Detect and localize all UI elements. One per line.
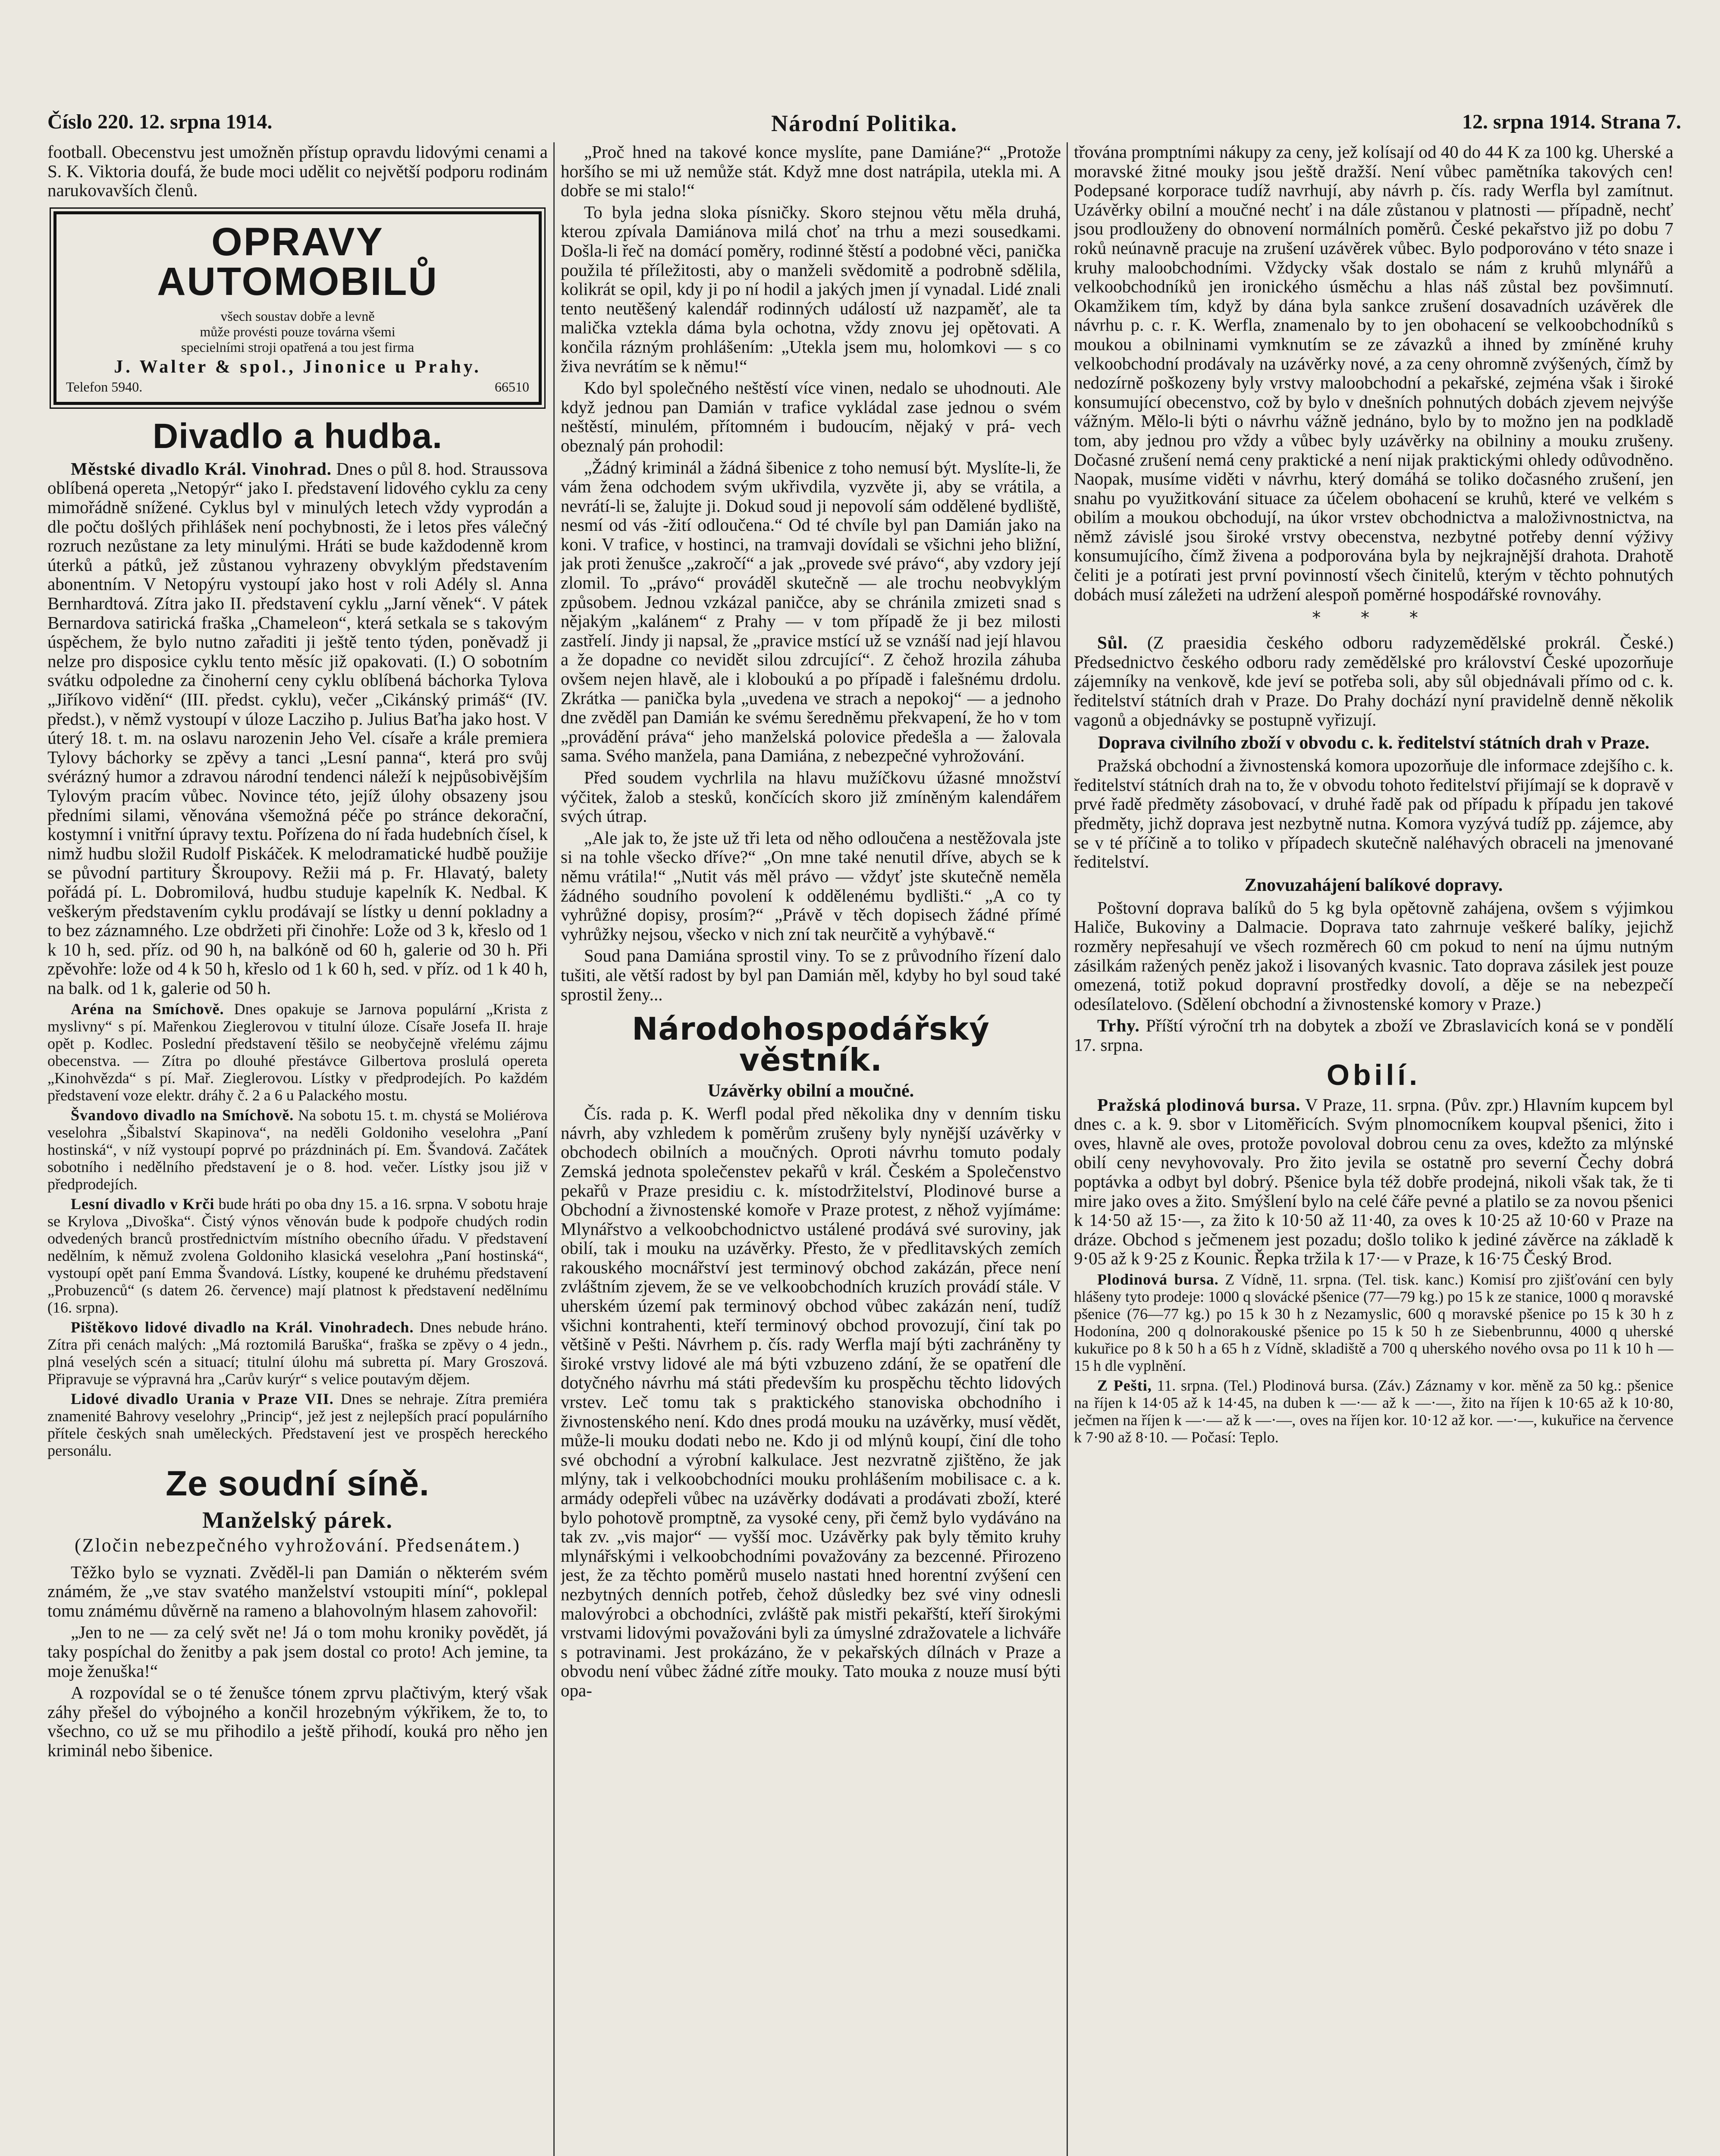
article-paragraph: „Ale jak to, že jste už tři leta od něho odloučena a nestěžovala jste si na tohle všecko dříve?“ „On mne také nenutil dříve, abych se k němu vrátila!“ „Nutit vás měl právo — vždyť jste skutečně neměla žádného soudního povolení k oddělenému bydlišti.“ „A co ty vyhrůžné dopisy, prosím?“ „Právě v těch dopisech žádné přímé vyhrůžky nejsou, všecko v nich zní tak neurčitě a vyhýbavě.“: [561, 827, 1061, 944]
article-paragraph: [1074, 633, 1673, 729]
paragraph-body: 11. srpna. (Tel.) Plodinová bursa. (Záv.) Záznamy v kor. měně za 50 kg.: pšenice na říjen k 14·05 až k 14·45, na duben k —·— až k —·—, žito na říjen k 10·65 až k 10·80, ječmen na říjen k —·— až k —·—, oves na říjen kor. 10·12 až kor. —·—, kukuřice na července k 7·90 až 8·10. — Počasí: Teplo.: [1074, 1376, 1673, 1446]
article-paragraph: „Žádný kriminál a žádná šibenice z toho nemusí být. Myslíte-li, že vám žena odchodem svým ukřivdila, vyzvěte ji, aby se vrátila, a nevrátí-li se, žalujte ji. Dokud soud ji nepovolí sám oddělené bydliště, nesmí od vás -žití odloučena.“ Od té chvíle byl pan Damián jako na koni. V trafice, v hostinci, na tramvaji dovídali se všichni jeho bližní, jak proti ženušce „zakročí“ a jak „provede své právo“, aby vzdory její zlomil. To „právo“ prováděl skutečně — ale trochu neobvyklým způsobem. Jednou vzkázal paničce, aby se chránila zmizeti snad s nějakým „kalánem“ z Prahy — v tom případě že ji bez milosti zastřelí. Jindy ji napsal, že „pravice mstící už se vznáší nad její hlavou a že dopadne co nevidět silou zdrcující“. Z čehož hrozila záhuba ovšem nejen hlavě, ale i kloboukú a po případě i falešnému drdolu. Zkrátka — panička byla „uvedena ve strach a nepokoj“ — a jednoho dne zvěděl pan Damián ke svému šeredněmu překvapení, že ho v tom „provádění práva“ jeho manželská polovice předešla a — žalovala sama. Svého manžela, pana Damiána, z nebezpečné vyhrožování.: [561, 457, 1061, 766]
column-3: [1074, 142, 1673, 2156]
article-title: Manželský párek.: [202, 1507, 393, 1533]
advertisement: [53, 211, 542, 405]
paragraph-lead: Z Pešti,: [1097, 1376, 1152, 1394]
ad-line: všech soustav dobře a levně: [220, 308, 375, 324]
article-paragraph: [47, 459, 548, 998]
article-paragraph: Soud pana Damiána sprostil viny. To se z průvodního řízení dalo tušiti, ale větší radost by byl pan Damián měl, kdyby ho byl soud také sprostil ženy...: [561, 946, 1061, 1004]
article-title: Doprava civilního zboží v obvodu c. k. ředitelství státních drah v Praze.: [1098, 733, 1650, 753]
paragraph-body: Z Vídně, 11. srpna. (Tel. tisk. kanc.) Komisí pro zjišťování cen byly hlášeny tyto prodeje: 1000 q slovácké pšenice (77—79 kg.) po 15 k ze stanice, 1000 q moravské pšenice (76—77 kg.) po 15 k 30 h z Nezamyslic, 600 q moravské pšenice po 15 k 30 h z Hodonína, 200 q dolnorakouské pšenice po 15 k 50 h ze Siebenbrunnu, 4000 q uherské kukuřice po 8 k 50 h a 65 h z Vídně, skladiště a 700 q uherského nového ovsa po 11 k 10 h — 15 h dle vyplnění.: [1074, 1270, 1673, 1374]
paragraph-body: bude hráti po oba dny 15. a 16. srpna. V sobotu hraje se Krylova „Divoška“. Čistý výnos věnován bude k podpoře chudých rodin odvedených branců prostřednictvím místního obecního úřadu. V představení nedělním, k němuž zvolena Goldoniho klasická veselohra „Paní hostinská“, vystoupí opět paní Emma Švandová. Lístky, koupené ke druhému představení „Probuzenců“ (s datem 26. července) mají platnost k představení nedělnímu (16. srpna).: [47, 1195, 548, 1316]
paragraph-body: Dnes opakuje se Jarnova populární „Krista z myslivny“ s pí. Mařenkou Zieglerovou v titulní úloze. Císaře Josefa II. hraje opět p. Kodlec. Poslední představení těšilo se neobyčejně vřelému zájmu obecenstva. — Zítra po dlouhé přestávce Gilbertova proslulá opereta „Kinohvězda“ s pí. Mař. Zieglerovou. Lístky v předprodejích. Po každém představení voze elektr. dráhy č. 2 a 6 u Palackého mostu.: [47, 1000, 548, 1104]
paragraph-lead: Městské divadlo Král. Vinohrad.: [71, 458, 332, 479]
paragraph-body: Dnes se nehraje. Zítra premiéra znamenité Bahrovy veselohry „Princip“, jež jest z nejlepších prací populárního přítele českých snah uměleckých. Představení jest ve prospěch hereckého personálu.: [47, 1390, 548, 1459]
paragraph-body: (Z praesidia českého odboru radyzemědělské prokrál. České.) Předsednictvo českého odboru rady zemědělské pro království České upozorňuje zájemníky na venkově, kde jeví se potřeba soli, aby sůl objednávali přímo od c. k. ředitelství státních drah v Praze. Do Prahy dochází nyní pravidelně denně několik vagonů a objednávky se postupně vyřizují.: [1074, 633, 1673, 730]
page-number: 12. srpna 1914. Strana 7.: [1462, 110, 1681, 133]
paragraph-lead: Plodinová bursa.: [1097, 1270, 1219, 1288]
article-paragraph: [47, 1390, 548, 1459]
article-paragraph: třována promptními nákupy za ceny, jež kolísají od 40 do 44 K za 100 kg. Uherské a moravské žitné mouky jsou ještě dražší. Není vůbec pamětníka takových cen! Podepsané korporace tudíž navrhují, aby návrh p. čís. rady Werfla byl zamítnut. Uzávěrky obilní a moučné nechť i na dále zůstanou v platnosti — případně, nechť jsou prodlouženy do obnovení normálních poměrů. České pekařstvo již po dobu 7 roků neúnavně pracuje na zrušení uzávěrek vůbec. Bylo podporováno v této snaze i kruhy maloobchodními. Vždycky však dostalo se nám z kruhů mlynářů a velkoobchodníků jen ironického úsměchu a hlas náš zůstal bez povšimnutí. Okamžikem tím, když by dána byla sankce zrušení dosavadních uzávěrek dle návrhu p. c. r. K. Werfla, znamenalo by to jen obohacení se velkoobchodníků s moukou a obilninami vymknutím se ze závazků a ihned by zmíněné kruhy velkoobchodní prodávaly na uzávěrky nové, a za ceny ohromně zvýšených, čímž by nedozírně poškozeny byly vrstvy maloobchodní a pekařské, zejména však i široké konsumující obecenstvo, což by bylo v dnešních pohnutých dobách zjevem nejvýše vážným. Mělo-li býti o návrhu vážně jednáno, bylo by to možno jen na podkladě tom, aby jednou pro vždy a vůbec byly uzávěrky na obilniny a mouku zrušeny. Dočasné zrušení nemá ceny praktické a není nijak praktickými ohledy odůvodněno. Naopak, musíme viděti v návrhu, který domáhá se toliko dočasného zrušení, jen snahu po využitkování situace za účelem obohacení se kruhů, které ve velkém s obilím a moukou obchodují, na úkor vrstev obchodnictva a maloživnostnictva, na němž závislé jsou široké vrstvy obecenstva, nezbytné potřeby denní výživy konsumujícího, čímž živena a podporována byla by nejkrajnější drahota. Drahotě čeliti je a potírati jest první povinností všech činitelů, kterým v těchto pohnutých dobách musí záležeti na udržení alespoň poměrné hospodářské rovnováhy.: [1074, 142, 1673, 604]
paragraph-lead: Švandovo divadlo na Smíchově.: [71, 1106, 294, 1124]
issue-number: Číslo 220. 12. srpna 1914.: [47, 110, 273, 133]
paragraph-body: Dnes o půl 8. hod. Straussova oblíbená opereta „Netopýr“ jako I. představení lidového cyklu za ceny mimořádně snížené. Cyklus byl v minulých letech vždy vyprodán a dle počtu došlých přihlášek není pochybnosti, že i letos přes válečný rozruch nezůstane za lety minulými. Hráti se bude každodenně krom úterků a pátků, jež zůstanou vyhrazeny obvyklým představením abonentním. V Netopýru vystoupí jako host v roli Adély sl. Anna Bernhardtová. Zítra jako II. představení cyklu „Jarní věnek“. V pátek Bernardova satirická fraška „Chameleon“, která setkala se s takovým úspěchem, že bylo nutno zařaditi ji ještě tento týden, poněvadž ji nelze pro disposice cyklu tento měsíc již opakovati. (I.) O sobotním svátku odpoledne za činoherní ceny cyklu oblíbená báchorka Tylova „Jiříkovo vidění“ (III. předst. cyklu), večer „Cikánský primáš“ (IV. předst.), v němž vystoupí v úloze Lacziho p. Julius Baťha jako host. V úterý 18. t. m. na oslavu narozenin Jeho Vel. císaře a krále premiera Tylovy báchorky se zpěvy a tanci „Lesní panna“, která pro svůj svérázný humor a zdravou národní tendenci náleží k nejpůsobivějším Tylovým pracím vůbec. Novince této, jejíž úlohy obsazeny jsou předními silami, věnována všemožná péče po stránce dekorační, kostymní i vnitřní úpravy textu. Pořízena do ní řada hudebních čísel, k nimž hudbu složil Rudolf Piskáček. K melodramatické hudbě použije se původní partitury Škroupovy. Režii má p. Fr. Hlavatý, balety pořádá pí. L. Dobromilová, hudbu studuje kapelník K. Nedbal. K veškerým představením cyklu prodávají se lístky u denní pokladny a to bez záznamného. Lze obdržeti při činohře: Lože od 3 k, křeslo od 1 k 10 h, sed. příz. od 90 h, na balkóně od 60 h, galerie od 30 h. Při zpěvohře: lože od 4 k 50 h, křeslo od 1 k 60 h, sed. v příz. od 1 k 40 h, na balk. od 1 k, galerie od 50 h.: [47, 458, 548, 998]
article-paragraph: „Jen to ne — za celý svět ne! Já o tom mohu kroniky povědět, já taky pospíchal do ženitby a pak jsem dostal co proto! Ach jemine, ta moje ženuška!“: [47, 1622, 548, 1681]
column-1: [47, 142, 548, 2156]
paragraph-lead: Lesní divadlo v Krči: [71, 1195, 215, 1213]
ad-phone: Telefon 5940.: [66, 379, 143, 395]
paragraph-lead: Aréna na Smíchově.: [71, 1000, 224, 1018]
paragraph-body: V Praze, 11. srpna. (Pův. zpr.) Hlavním kupcem byl dnes c. a k. 9. sbor v Litoměřicích. Svým plnomocníkem koupval pšenici, žito i oves, hlavně ale oves, protože povoloval dobrou cenu za oves, kdežto za mlýnské obilí ceny nevyhovovaly. Pro žito jevila se ostatně pro severní Čechy dobrá poptávka a odbyt byl dobrý. Pšenice byla též dobře prodejná, nikoli však tak, že ti mire jako oves a žito. Smýšlení bylo na celé čáře pevné a platilo se za novou pšenici k 14·50 až 15·—, za žito k 10·50 až 11·40, za oves k 10·25 až 10·60 v Praze na dráze. Obchod s ječmenem jest pozadu; došlo toliko k jediné závěrce na základě k 9·05 až k 9·25 z Kounic. Řepka tržila k 17·— v Praze, k 16·75 Český Brod.: [1074, 1094, 1673, 1269]
article-paragraph: [1074, 1271, 1673, 1374]
paragraph-lead: Trhy.: [1097, 1015, 1140, 1036]
ad-firm: J. Walter & spol., Jinonice u Prahy.: [114, 357, 481, 377]
article-paragraph: [47, 1106, 548, 1193]
paragraph-lead: Lidové divadlo Urania v Praze VII.: [71, 1390, 334, 1407]
section-title: Národohospodářský věstník.: [632, 1011, 990, 1078]
ad-footer: [66, 379, 529, 395]
column-divider: [553, 142, 555, 2156]
paragraph-body: Dnes nebude hráno. Zítra při cenách malých: „Má roztomilá Baruška“, fraška se zpěvy o 4 jedn., plná veselých scén a situací; titulní úlohu má subretta pí. Mary Groszová. Připravuje se výpravná hra „Carův kurýr“ s velice poutavým dějem.: [47, 1318, 548, 1388]
ad-line: může provésti pouze továrna všemi: [200, 323, 395, 339]
article-paragraph: „Proč hned na takové konce myslíte, pane Damiáne?“ „Protože horšího se mi už nemůže stát. Když mne dost natrápila, utekla mi. A dobře se mi stalo!“: [561, 142, 1061, 201]
paragraph-body: Příští výroční trh na dobytek a zboží ve Zbraslavicích koná se v pondělí 17. srpna.: [1074, 1015, 1673, 1055]
article-paragraph: [1074, 1095, 1673, 1268]
football-note: football. Obecenstvu jest umožněn přístup opravdu lidovými cenami a S. K. Viktoria doufá, že bude moci udělit co největší podporu rodinám narukovavších členů.: [47, 142, 548, 201]
article-paragraph: Čís. rada p. K. Werfl podal před několika dny v denním tisku návrh, aby vzhledem k poměrům zrušeny byly nynější uzávěrky v obchodech obilních a moučných. Oproti návrhu tomuto podaly Zemská jednota společenstev pekařů v král. Českém a Společenstvo pekařů v Praze presidiu c. k. místodržitelství, Plodinové burse a Obchodní a živnostenské komoře v Praze protest, z něhož vyjímáme: Mlynářstvo a velkoobchodnictvo ustálené prodává své suroviny, jak obilí, tak i mouku na uzávěrky. Přesto, že v předlitavských zemích rakouského mocnářství jest terminový obchod zakázán, přece není zvláštním zjevem, že se ve velkoobchodních kruzích provádí stále. V uherském území pak terminový obchod vůbec zakázán není, tudíž všichni kontrahenti, kteří terminový obchod provozují, činí tak po většině v Pešti. Návrhem p. čís. rady Werfla mají býti zachráněny ty široké vrstvy lidové ale má býti vzbuzeno zdání, že se opatření dle dotyčného návrhu má státi především ku prospěchu těchto lidových vrstev. Leč tomu tak s praktického stanoviska obchodního i živnostenského není. Kdo dnes prodá mouku na uzávěrky, musí vědět, může-li mouku dodati nebo ne. Kdo ji od mlýnů koupí, činí dle toho své obchodní a výrobní kalkulace. Jest nezvratně zjištěno, že jak mlýny, tak i velkoobchodníci mouku prohlášením mobilisace c. a k. armády odepřeli vůbec na uzávěrky dodávati a prodávati zboží, které bylo pohotově promptně, za vysoké ceny, při čemž bylo vydáváno na tak zv. „vis major“ — vyšší moc. Uzávěrky pak byly těmito kruhy mlynářskými i velkoobchodními považovány za bezcenné. Přirozeno jest, že za těchto poměrů muselo nastati hned horentní zvýšení cen nezbytných denních potřeb, čehož důsledky bez své viny odnesli malovýrobci a obchodníci, zvláště pak mistři pekařští, kteří širokými vrstvami lidovými považováni byli za úmyslné zdražovatele a lichváře s potravinami. Jest prokázáno, že v pekařských dílnách v Praze a obvodu není vůbec žádné zítře mouky. Tato mouka z nouze musí býti opa-: [561, 1103, 1061, 1700]
ad-line: specielními stroji opatřená a tou jest firma: [181, 339, 414, 355]
paragraph-lead: Sůl.: [1097, 633, 1128, 653]
article-paragraph: [47, 1000, 548, 1104]
masthead: [47, 110, 1681, 137]
article-title: Uzávěrky obilní a moučné.: [707, 1081, 914, 1101]
paragraph-lead: Pištěkovo lidové divadlo na Král. Vinohradech.: [71, 1318, 414, 1336]
paragraph-lead: Pražská plodinová bursa.: [1097, 1094, 1301, 1115]
article-paragraph: Kdo byl společného neštěstí více vinen, nedalo se uhodnouti. Ale když jednou pan Damián v trafice vykládal zase jednou o svém neštěstí, minulém, přítomném i budoucím, nějaký v prá- vech obeznalý pán prohodil:: [561, 378, 1061, 455]
section-title: Obilí.: [1327, 1058, 1421, 1091]
paragraph-body: Na sobotu 15. t. m. chystá se Moliérova veselohra „Šibalství Skapinova“, na neděli Goldoniho veselohra „Paní hostinská“, v níž vystoupí poprvé po prázdninách pí. Em. Švandová. Začátek sobotního i nedělního představení je o 8. hod. večer. Lístky jsou již v předprodejích.: [47, 1106, 548, 1193]
article-paragraph: A rozpovídal se o té ženušce tónem zprvu plačtivým, který však záhy přešel do výbojného a končil hrozebným výkřikem, že to, to všechno, co už se mu přihodilo a ještě přihodí, kouká pro něho jen kriminál nebo šibenice.: [47, 1683, 548, 1760]
section-title: Ze soudní síně.: [166, 1463, 430, 1503]
newspaper-title: Národní Politika.: [771, 110, 958, 136]
article-paragraph: [47, 1319, 548, 1388]
column-2: [561, 142, 1061, 2156]
article-title: Znovuzahájení balíkové dopravy.: [1244, 875, 1503, 895]
article-paragraph: Poštovní doprava balíků do 5 kg byla opětovně zahájena, ovšem s výjimkou Haliče, Bukoviny a Dalmacie. Doprava tato zahrnuje veškeré balíky, jejichž rozměry nepřesahují ve všech rozměrech 60 cm pokud to není na újmu nutným zásilkám ražených peněz jakož i lisovaných kvasnic. Tato doprava zásilek jest pouze omezená, totiž pokud dopravní prostředky dovolí, a děje se na nebezpečí odesílatelovo. (Sdělení obchodní a živnostenské komory v Praze.): [1074, 897, 1673, 1014]
ad-code: 66510: [495, 379, 529, 395]
section-title: Divadlo a hudba.: [152, 416, 443, 456]
article-paragraph: To byla jedna sloka písničky. Skoro stejnou větu měla druhá, kterou zpívala Damiánova milá choť na trhu a mezi sousedkami. Došla-li řeč na domácí poměry, rodinné štěstí a podobné věci, panička použila té příležitosti, aby o manželi svědomitě a podrobně sdělila, kolikrát se opil, kdy ji po ní hodil a jakých jmen jí vynadal. Lidé znali tento neutěšený kalendář rodinných událostí už nazpaměť, ale ta malička vztekla dáma byla ochotna, vždy znovu jej opětovati. A končila rázným prohlášením: „Utekla jsem mu, holomkovi — s co živa nevrátím se k němu!“: [561, 202, 1061, 376]
column-divider: [1067, 142, 1068, 2156]
separator-stars: * * *: [1312, 608, 1435, 628]
article-paragraph: Před soudem vychrlila na hlavu mužíčkovu úžasné množství výčitek, žalob a stesků, končících skoro již zmíněným kalendářem svých útrap.: [561, 768, 1061, 826]
article-subtitle: (Zločin nebezpečného vyhrožování. Předsenátem.): [74, 1534, 521, 1556]
article-paragraph: [1074, 1016, 1673, 1054]
article-paragraph: [1074, 1377, 1673, 1446]
ad-title: OPRAVY AUTOMOBILŮ: [157, 219, 438, 304]
article-paragraph: Těžko bylo se vyznati. Zvěděl-li pan Damián o některém svém známém, že „ve stav svatého manželství vstoupiti míní“, poklepal tomu známému důvěrně na rameno a blahovolným hlasem zahovořil:: [47, 1562, 548, 1620]
article-paragraph: [47, 1195, 548, 1316]
article-paragraph: Pražská obchodní a živnostenská komora upozorňuje dle informace zdejšího c. k. ředitelství státních drah na to, že v obvodu tohoto ředitelství přijímají se k dopravě v prvé řadě předměty zásobovací, v druhé řadě pak od případu k případu jen takové předměty, jichž doprava jest nezbytně nutna. Komora vyzývá tudíž pp. zájemce, aby se v té příčině a to toliko v případech skutečně naléhavých obraceli na jmenované ředitelství.: [1074, 755, 1673, 872]
